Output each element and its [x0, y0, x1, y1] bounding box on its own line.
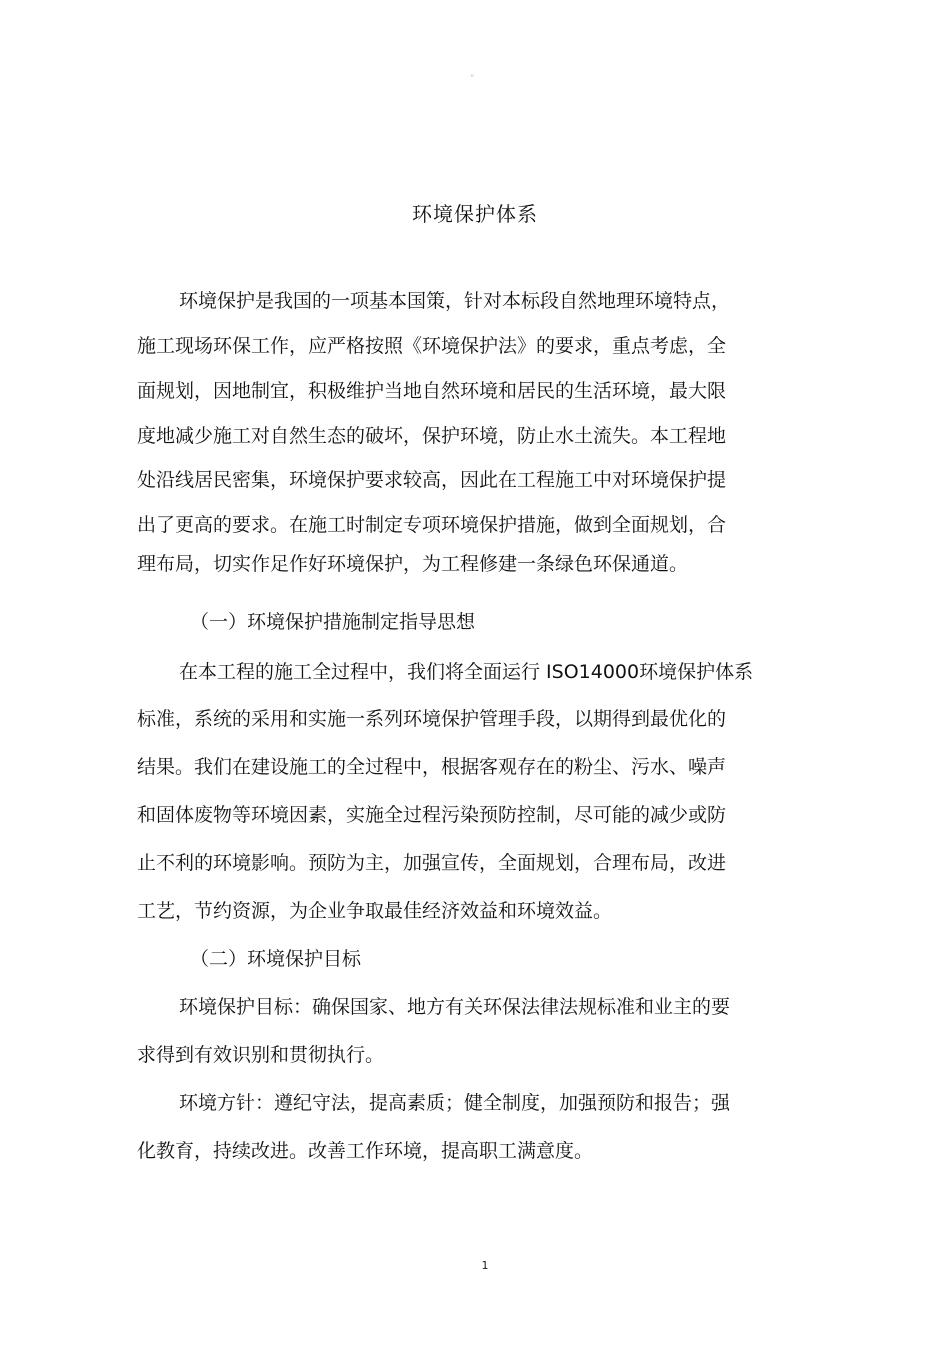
paragraph-intro-line-5: 处沿线居民密集，环境保护要求较高，因此在工程施工中对环境保护提	[137, 469, 727, 491]
header-mark: 。	[470, 69, 480, 79]
page-number: 1	[481, 1259, 489, 1272]
page-title: 环境保护体系	[412, 202, 538, 226]
paragraph-intro-line-2: 施工现场环保工作，应严格按照《环境保护法》的要求，重点考虑，全	[137, 335, 727, 357]
paragraph-intro-line-4: 度地减少施工对自然生态的破坏，保护环境，防止水土流失。本工程地	[137, 425, 727, 447]
paragraph-objective-line-2: 求得到有效识别和贯彻执行。	[137, 1044, 385, 1066]
paragraph-guidance-line-3: 结果。我们在建设施工的全过程中，根据客观存在的粉尘、污水、噪声	[137, 756, 727, 778]
paragraph-guidance-line-4: 和固体废物等环境因素，实施全过程污染预防控制，尽可能的减少或防	[137, 804, 727, 826]
paragraph-guidance-line-6: 工艺，节约资源，为企业争取最佳经济效益和环境效益。	[137, 900, 613, 922]
paragraph-policy-line-1: 环境方针：遵纪守法，提高素质；健全制度，加强预防和报告；强	[179, 1092, 731, 1114]
paragraph-intro-line-7: 理布局，切实作足作好环境保护，为工程修建一条绿色环保通道。	[137, 553, 689, 575]
paragraph-policy-line-2: 化教育，持续改进。改善工作环境，提高职工满意度。	[137, 1140, 594, 1162]
paragraph-guidance-line-2: 标准，系统的采用和实施一系列环境保护管理手段，以期得到最优化的	[137, 708, 727, 730]
paragraph-intro-line-3: 面规划，因地制宜，积极维护当地自然环境和居民的生活环境，最大限	[137, 380, 727, 402]
paragraph-intro-line-6: 出了更高的要求。在施工时制定专项环境保护措施，做到全面规划，合	[137, 514, 727, 536]
section-heading-1: （一）环境保护措施制定指导思想	[190, 611, 476, 633]
paragraph-guidance-line-1: 在本工程的施工全过程中，我们将全面运行 ISO14000环境保护体系	[179, 661, 754, 683]
paragraph-guidance-line-5: 止不利的环境影响。预防为主，加强宣传，全面规划，合理布局，改进	[137, 852, 727, 874]
paragraph-intro-line-1: 环境保护是我国的一项基本国策，针对本标段自然地理环境特点，	[179, 290, 731, 312]
section-heading-2: （二）环境保护目标	[190, 948, 362, 970]
paragraph-objective-line-1: 环境保护目标：确保国家、地方有关环保法律法规标准和业主的要	[179, 996, 731, 1018]
